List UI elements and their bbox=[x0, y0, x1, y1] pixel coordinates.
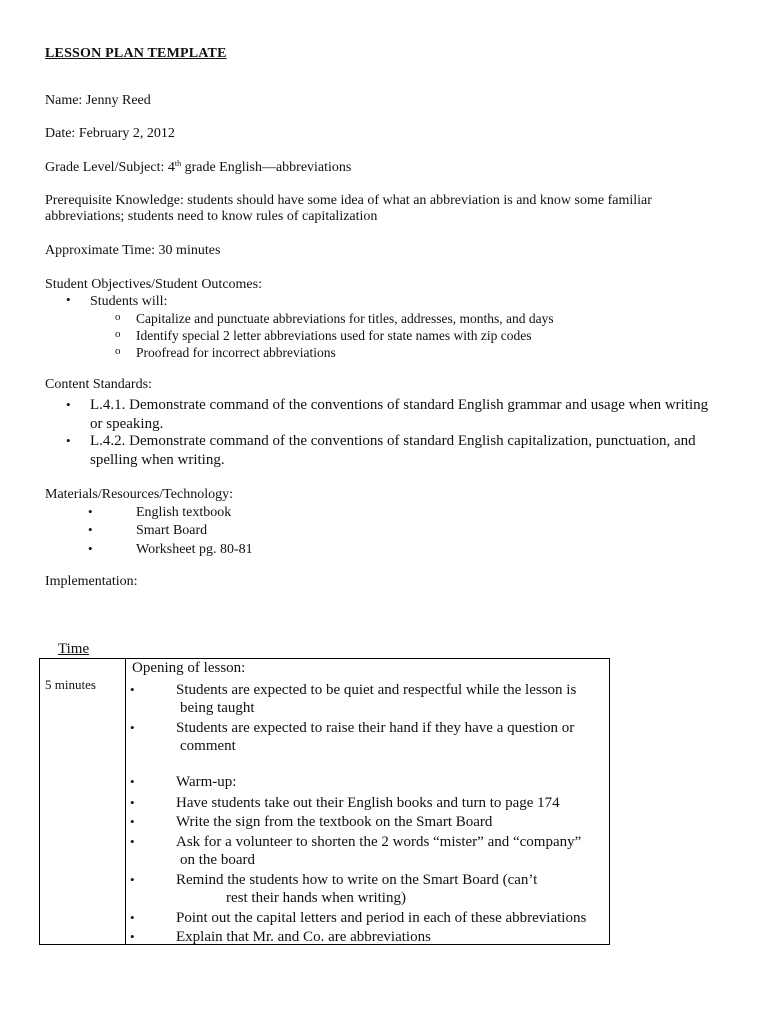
bullet-icon: • bbox=[130, 795, 135, 810]
material-item: English textbook bbox=[136, 505, 232, 520]
standard-item-1-line-2: or speaking. bbox=[90, 416, 164, 432]
objective-item: Identify special 2 letter abbreviations used for state names with zip codes bbox=[136, 328, 532, 343]
row-text: Have students take out their English books and turn to page 174 bbox=[176, 795, 560, 811]
objectives-heading: Student Objectives/Student Outcomes: bbox=[45, 277, 262, 292]
row-text: Point out the capital letters and period in each of these abbreviations bbox=[176, 910, 587, 926]
table-divider bbox=[125, 659, 126, 944]
row-continuation: being taught bbox=[180, 700, 255, 716]
bullet-icon: • bbox=[130, 929, 135, 944]
standard-item-1 bbox=[90, 396, 730, 434]
bullet-icon: • bbox=[88, 541, 93, 556]
opening-heading: Opening of lesson: bbox=[132, 660, 246, 676]
row-continuation: on the board bbox=[180, 852, 255, 868]
prerequisite-line-1: Prerequisite Knowledge: students should have some idea of what an abbreviation is and know some familiar bbox=[45, 193, 652, 208]
bullet-icon: • bbox=[66, 292, 71, 307]
date-line: Date: February 2, 2012 bbox=[45, 126, 175, 141]
standard-item-2 bbox=[90, 432, 730, 470]
time-cell: 5 minutes bbox=[45, 677, 96, 692]
row-text: Warm-up: bbox=[176, 774, 237, 790]
row-text: Students are expected to raise their hand if they have a question or bbox=[176, 720, 575, 736]
standard-item-2-line-2: spelling when writing. bbox=[90, 452, 225, 468]
grade-subject-line bbox=[45, 160, 351, 176]
bullet-icon: • bbox=[88, 504, 93, 519]
row-text: Students are expected to be quiet and respectful while the lesson is bbox=[176, 682, 577, 698]
objective-item: Capitalize and punctuate abbreviations for titles, addresses, months, and days bbox=[136, 311, 554, 326]
bullet-icon: • bbox=[66, 433, 71, 448]
bullet-icon: • bbox=[66, 397, 71, 412]
sub-bullet-icon: o bbox=[115, 345, 121, 357]
bullet-icon: • bbox=[130, 774, 135, 789]
material-item: Worksheet pg. 80-81 bbox=[136, 542, 253, 557]
bullet-icon: • bbox=[130, 834, 135, 849]
row-continuation: rest their hands when writing) bbox=[226, 890, 406, 906]
bullet-icon: • bbox=[130, 872, 135, 887]
approximate-time-line: Approximate Time: 30 minutes bbox=[45, 243, 221, 258]
bullet-icon: • bbox=[88, 522, 93, 537]
row-text: Remind the students how to write on the Smart Board (can’t bbox=[176, 872, 538, 888]
bullet-icon: • bbox=[130, 814, 135, 829]
material-item: Smart Board bbox=[136, 523, 208, 538]
standard-item-1-line-1: L.4.1. Demonstrate command of the conventions of standard English grammar and usage when writing bbox=[90, 397, 709, 413]
objective-item: Proofread for incorrect abbreviations bbox=[136, 345, 336, 360]
schedule-table bbox=[39, 658, 610, 945]
grade-sup: th bbox=[174, 159, 182, 168]
row-text: Explain that Mr. and Co. are abbreviations bbox=[176, 929, 431, 945]
bullet-icon: • bbox=[130, 910, 135, 925]
grade-prefix: Grade Level/Subject: 4 bbox=[45, 160, 175, 175]
row-text: Write the sign from the textbook on the Smart Board bbox=[176, 814, 493, 830]
row-continuation: comment bbox=[180, 738, 236, 754]
standard-item-2-line-1: L.4.2. Demonstrate command of the conventions of standard English capitalization, punctuation, and bbox=[90, 433, 696, 449]
objectives-lead: Students will: bbox=[90, 294, 168, 309]
name-line: Name: Jenny Reed bbox=[45, 93, 151, 108]
standards-heading: Content Standards: bbox=[45, 377, 152, 392]
bullet-icon: • bbox=[130, 720, 135, 735]
document-title: LESSON PLAN TEMPLATE bbox=[45, 46, 227, 61]
sub-bullet-icon: o bbox=[115, 328, 121, 340]
grade-suffix: grade English—abbreviations bbox=[181, 160, 352, 175]
prerequisite-line-2: abbreviations; students need to know rules of capitalization bbox=[45, 209, 378, 224]
materials-heading: Materials/Resources/Technology: bbox=[45, 487, 233, 502]
bullet-icon: • bbox=[130, 682, 135, 697]
time-column-header: Time bbox=[58, 641, 90, 657]
row-text: Ask for a volunteer to shorten the 2 words “mister” and “company” bbox=[176, 834, 582, 850]
implementation-heading: Implementation: bbox=[45, 574, 138, 589]
sub-bullet-icon: o bbox=[115, 311, 121, 323]
